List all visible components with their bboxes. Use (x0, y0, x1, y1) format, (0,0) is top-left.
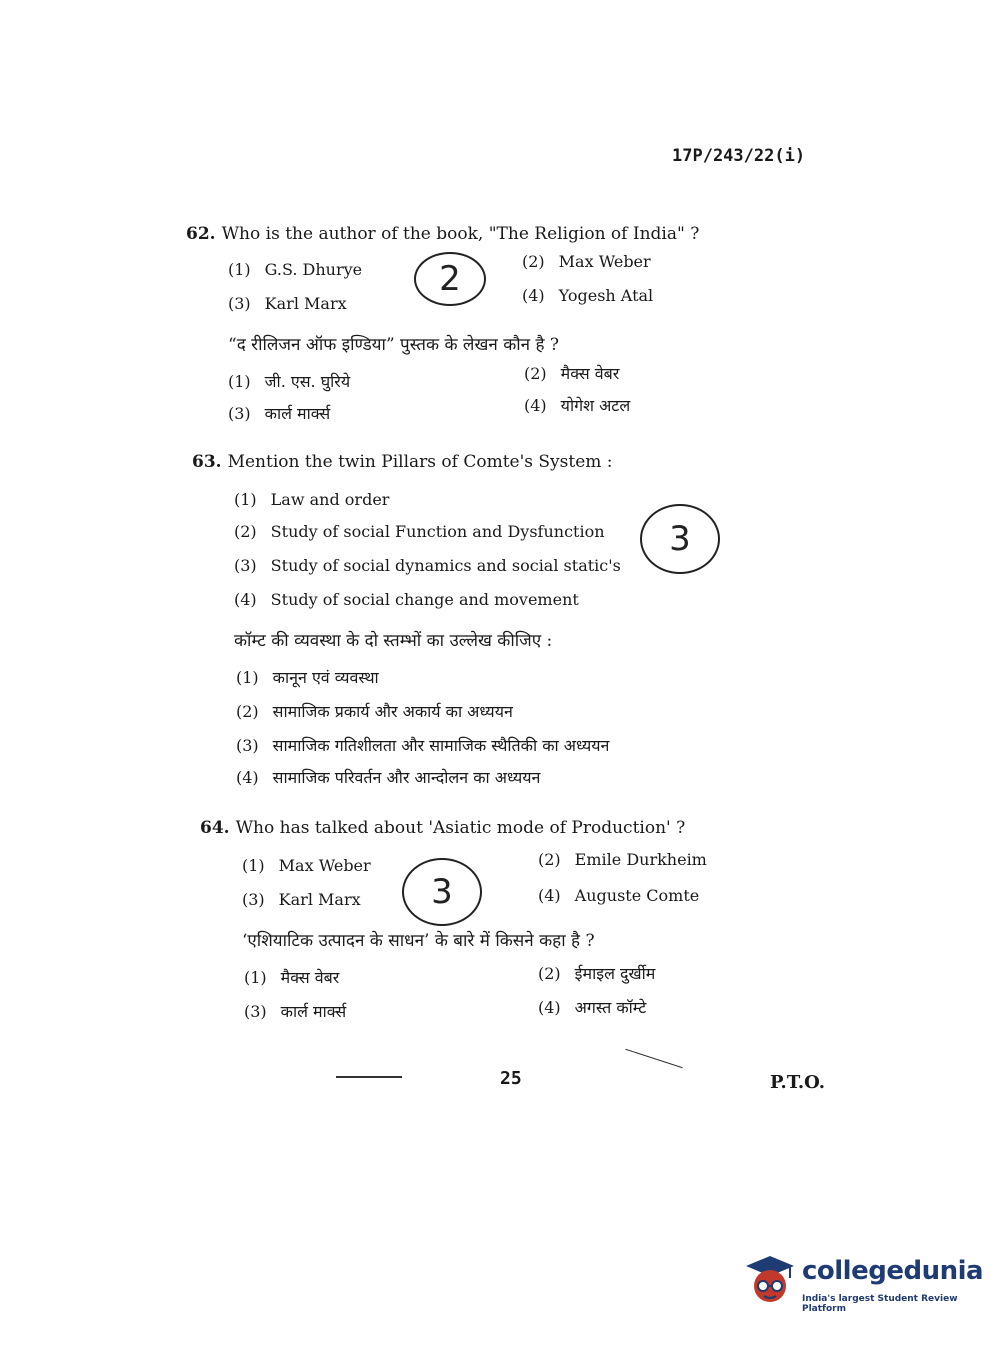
question-64 (200, 818, 760, 1028)
question-stem-en (200, 818, 685, 838)
question-text-en: Mention the twin Pillars of Comte's System : (227, 452, 613, 472)
option-en: (3) Karl Marx (228, 294, 347, 313)
question-number: 64. (200, 818, 230, 838)
option-hi: (1) कानून एवं व्यवस्था (236, 668, 379, 687)
option-hi: (4) अगस्त कॉम्टे (538, 998, 647, 1017)
logo-tagline: India's largest Student Review Platform (802, 1294, 958, 1314)
question-number: 62. (186, 224, 216, 244)
option-hi: (2) ईमाइल दुर्खीम (538, 964, 656, 983)
footer-rule-right (625, 1049, 682, 1068)
option-en: (3) Karl Marx (242, 890, 361, 909)
marked-answer-circle: 3 (640, 504, 720, 574)
option-en: (1) Law and order (234, 490, 390, 509)
collegedunia-logo (742, 1252, 984, 1314)
question-stem-en (192, 452, 613, 472)
option-hi: (2) मैक्स वेबर (524, 364, 620, 383)
marked-answer-circle: 2 (414, 252, 486, 306)
option-hi: (3) कार्ल मार्क्स (244, 1002, 347, 1021)
footer-rule-left (336, 1076, 402, 1078)
option-en: (4) Study of social change and movement (234, 590, 579, 609)
option-en: (1) Max Weber (242, 856, 371, 875)
option-hi: (3) सामाजिक गतिशीलता और सामाजिक स्थैतिकी का अध्ययन (236, 736, 610, 755)
paper-code: 17P/243/22(i) (672, 146, 806, 166)
option-en: (4) Auguste Comte (538, 886, 700, 905)
question-stem-en (186, 224, 699, 244)
question-text-en: Who is the author of the book, "The Religion of India" ? (221, 224, 700, 244)
page-number: 25 (500, 1068, 522, 1089)
option-hi: (1) जी. एस. घुरिये (228, 372, 351, 391)
logo-brand-name: collegedunia (802, 1256, 984, 1286)
option-en: (1) G.S. Dhurye (228, 260, 363, 279)
option-hi: (4) सामाजिक परिवर्तन और आन्दोलन का अध्ययन (236, 768, 541, 787)
option-hi: (4) योगेश अटल (524, 396, 631, 415)
option-en: (3) Study of social dynamics and social static's (234, 556, 621, 575)
question-text-hi: कॉम्ट की व्यवस्था के दो स्तम्भों का उल्लेख कीजिए : (234, 631, 553, 651)
option-hi: (2) सामाजिक प्रकार्य और अकार्य का अध्ययन (236, 702, 513, 721)
option-en: (4) Yogesh Atal (522, 286, 654, 305)
question-number: 63. (192, 452, 222, 472)
question-text-hi: “द रीलिजन ऑफ इण्डिया” पुस्तक के लेखन कौन है ? (228, 335, 560, 355)
pto-label: P.T.O. (770, 1072, 826, 1093)
graduate-mascot-icon (742, 1252, 798, 1308)
option-hi: (1) मैक्स वेबर (244, 968, 340, 987)
marked-answer-circle: 3 (402, 858, 482, 926)
question-text-en: Who has talked about 'Asiatic mode of Production' ? (235, 818, 686, 838)
question-text-hi: ‘एशियाटिक उत्पादन के साधन’ के बारे में किसने कहा है ? (242, 931, 595, 951)
option-en: (2) Study of social Function and Dysfunction (234, 522, 605, 541)
option-hi: (3) कार्ल मार्क्स (228, 404, 331, 423)
question-63 (192, 452, 752, 792)
option-en: (2) Max Weber (522, 252, 651, 271)
option-en: (2) Emile Durkheim (538, 850, 707, 869)
